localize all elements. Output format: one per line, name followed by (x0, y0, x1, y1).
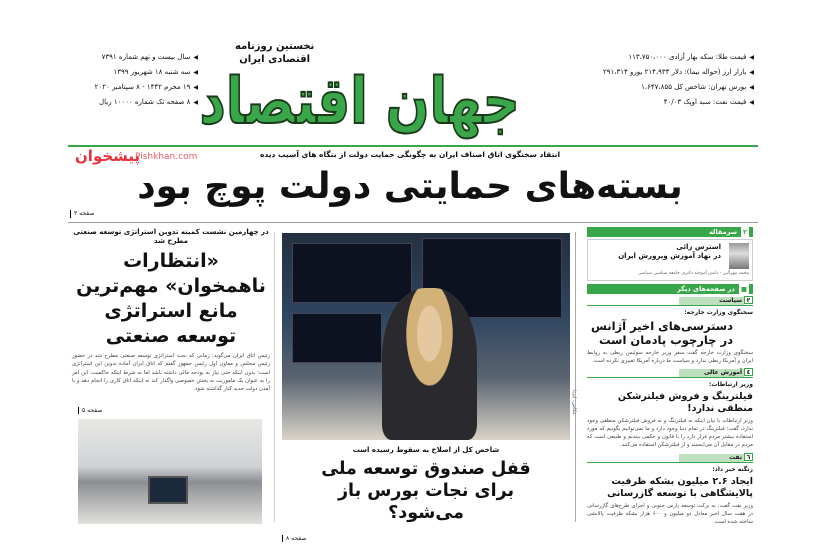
issue-date: سه شنبه ۱۸ شهریور ۱۳۹۹ (113, 68, 191, 76)
arrow-icon: ◀ (749, 54, 754, 61)
section-politics: ۲سیاست (587, 296, 753, 306)
section-oil: ٦نفت (587, 453, 753, 463)
arrow-icon: ◀ (749, 99, 754, 106)
lead-kicker-box (200, 150, 620, 159)
editorial-header (587, 227, 753, 237)
stock-board (292, 313, 382, 363)
section-education: ٤آموزش عالی (587, 368, 753, 378)
editorial-box[interactable] (587, 239, 753, 281)
column-rule (274, 232, 275, 522)
editorial-title (591, 243, 721, 271)
gold-price: قیمت طلا: سکه بهار آزادی ۱۱۳،۷۵۰،۰۰۰ (628, 53, 747, 61)
left-story-page-ref[interactable]: صفحه ۵ (78, 407, 102, 414)
item-body: سخنگوی وزارت خارجه گفت سفر وزیر خارجه سوئیس ربطی به روابط ایران و آمریکا ربطی ندارد و سیاست ما درباره آمریکا تغییری نکرده است. (587, 350, 753, 365)
other-pages-label: در صفحه‌های دیگر (677, 285, 735, 293)
market-info (560, 50, 754, 110)
issue-price: ۸ صفحه تک شماره ۱۰۰۰۰ ریال (99, 98, 191, 106)
woman-figure (382, 288, 477, 440)
arrow-icon: ◀ (749, 84, 754, 91)
left-story-body: رئیس اتاق ایران می‌گوید: زمانی که بحث استراتژی توسعه صنعتی مطرح شد در حضور رئیس مجلس و معاون اول رئیس جمهور گفتم که اتاق ایران آماده تدوین این استراتژی است؛ بدون اینکه حتی نیاز به بودجه مالی داشته باشد اما به شرط اینکه حاکمیت، این امر را به عنوان یک ماموریت به بخش خصوصی واگذار کند نه اینکه اتاق کاری را انجام دهد و با آمدن دولت جدید کنار گذاشته شود. (72, 353, 270, 393)
arrow-icon: ◀ (749, 69, 754, 76)
item-body: وزیر ارتباطات با بیان اینکه نه فیلترینگ و نه فروش فیلترشکن منطقی وجود ندارد، گفت: فیلترینگ در تمام دنیا وجود دارد و ما نمی‌توانیم بگوییم که مورد استفاده بیشتر مردم قرار دارد را با قانون و حکمی ببندیم و طبیعی است که مردم در مقابل آن می‌ایستند و از فیلترشکن استفاده می‌کنند. (587, 417, 753, 449)
arrow-icon: ◀ (193, 84, 198, 91)
editorial-label: سرمقاله (709, 228, 738, 236)
lead-headline[interactable]: بسته‌های حمایتی دولت پوچ بود (137, 166, 683, 207)
masthead-divider (68, 145, 758, 147)
item-kicker: زنگنه خبر داد: (712, 465, 753, 473)
editorial-author: محمد مهرآئین - دانش آموخته دکتری جامعه شناسی سیاسی (637, 271, 749, 276)
author-photo (729, 243, 749, 269)
stock-board (292, 243, 412, 303)
sidebar (587, 227, 753, 527)
photo-credit: عکاس: ایرنا (571, 390, 577, 416)
newspaper-logo (200, 62, 520, 142)
arrow-icon: ◀ (193, 99, 198, 106)
tagline-line: اقتصادی ایران (239, 54, 311, 65)
editorial-title-line: در نهاد آموزش وپرورش ایران (618, 252, 721, 260)
column-rule (575, 232, 576, 522)
monitor-screen (148, 476, 188, 504)
item-body: وزیر نفت گفت: به برکت توسعه پارس جنوبی و اجرای طرح‌های گازرسانی در هفت سال اخیر معادل دو میلیون و ۶۰۰ هزار بشکه ظرفیت پالایشی ساخته شده است. (587, 502, 753, 526)
left-story-kicker: در چهارمین نشست کمیته تدوین استراتژی توسعه صنعتی مطرح شد (73, 228, 269, 245)
issue-number: سال بیست و نهم شماره ۷۳۹۱ (101, 53, 191, 61)
item-headline[interactable]: دسترسی‌های اخیر آژانس در چارچوب پادمان است (591, 319, 733, 347)
tagline (235, 40, 314, 66)
divider (68, 222, 758, 223)
oil-price: قیمت نفت: سبد اوپک ۴۰/۰۳ (663, 98, 747, 106)
center-story-kicker: شاخص کل از اصلاح به سقوط رسیده است (352, 446, 500, 454)
center-story-page-ref[interactable]: صفحه ۸ (282, 535, 306, 542)
editorial-num: ۲ (743, 228, 747, 236)
item-kicker: وزیر ارتباطات: (708, 380, 753, 388)
stock-exchange-photo (282, 233, 570, 440)
meeting-photo (78, 419, 262, 524)
stock-index: بورس تهران: شاخص کل ۱،۶۴۷،۸۵۵ (641, 83, 747, 91)
arrow-icon: ◀ (193, 69, 198, 76)
lead-kicker: انتقاد سخنگوی اتاق اصناف ایران به چگونگی حمایت دولت از بنگاه های آسیب دیده (259, 150, 561, 159)
left-story (72, 228, 270, 524)
center-story (282, 446, 570, 544)
other-pages-header: ■ در صفحه‌های دیگر (587, 284, 753, 294)
issue-date-alt: ۱۹ محرم ۱۴۴۲ - ۸ سپتامبر ۲۰۲۰ (94, 83, 191, 91)
center-story-headline[interactable]: قفل صندوق توسعه ملی برای نجات بورس باز می‌شود؟ (321, 459, 531, 523)
lead-headline-box (110, 164, 710, 210)
item-headline[interactable]: ایجاد ۲.۶ میلیون بشکه ظرفیت پالایشگاهی با توسعه گازرسانی (607, 475, 753, 499)
arrow-icon: ◀ (193, 54, 198, 61)
left-story-headline[interactable]: «انتظارات ناهمخوان» مهم‌ترین مانع استراتژی توسعه صنعتی (76, 250, 266, 347)
issue-info (70, 50, 198, 110)
lead-page-ref[interactable]: صفحه ۳ (70, 210, 94, 218)
watermark-url: Pishkhan.com (135, 152, 198, 162)
watermark: پیشخوان (75, 147, 141, 165)
item-headline[interactable]: فیلترینگ و فروش فیلترشکن منطقی ندارد! (617, 390, 753, 414)
item-kicker: سخنگوی وزارت خارجه: (684, 309, 753, 316)
editorial-title-line: استرس زائی (676, 243, 721, 251)
tagline-line: نخستین روزنامه (235, 41, 315, 52)
logo-text: جهان اقتصاد (199, 65, 521, 139)
currency-price: بازار ارز (حواله نیما): دلار ۲۱۴،۹۳۳ یورو ۲۹۱،۳۱۴ (602, 68, 747, 76)
